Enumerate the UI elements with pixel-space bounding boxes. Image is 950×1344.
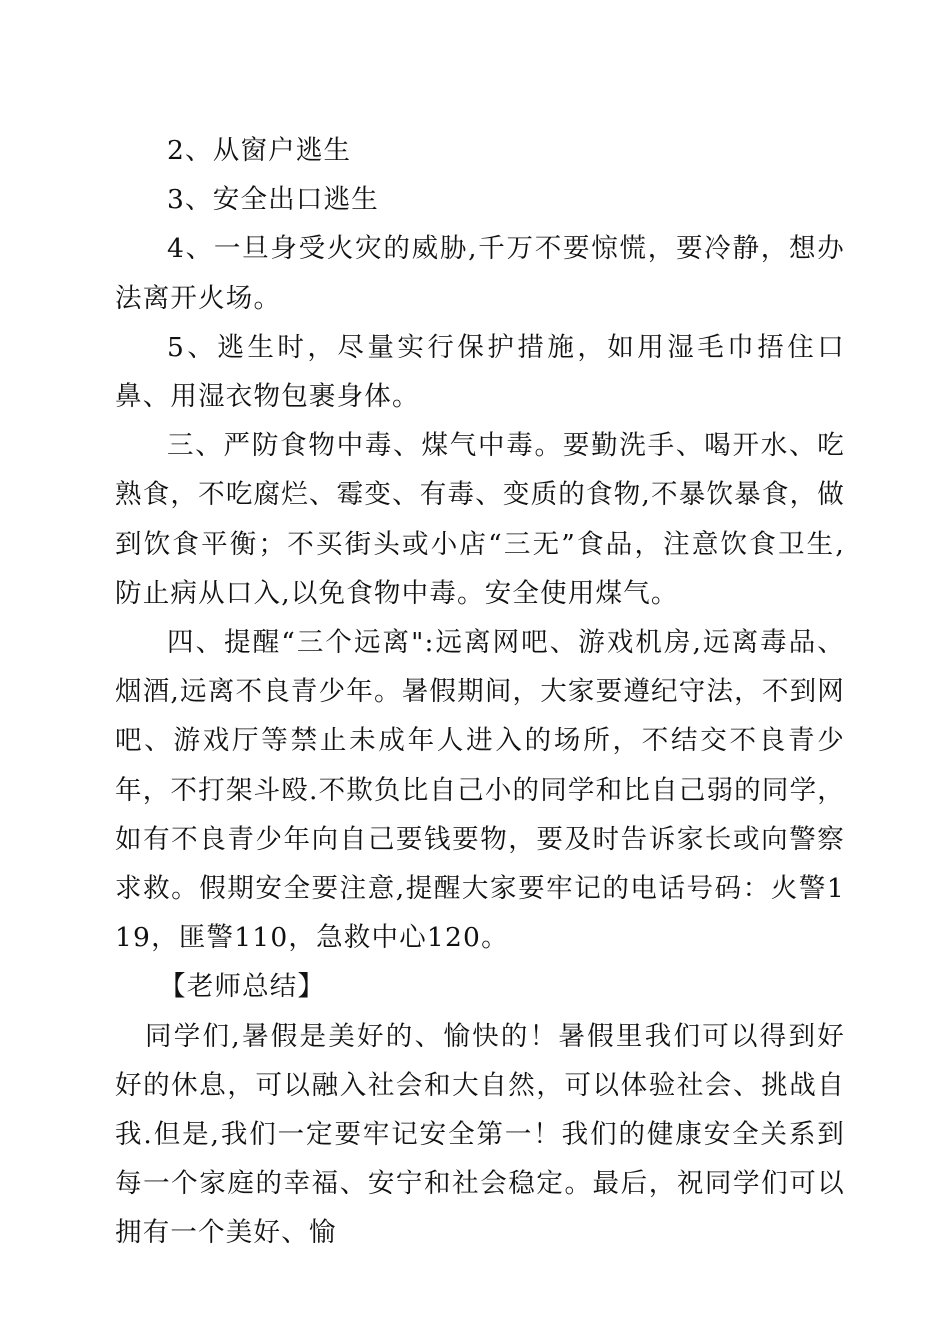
paragraph-escape-exit: 3、安全出口逃生 [167,184,379,216]
paragraph-three-avoidances: 四、提醒“三个远离":远离网吧、游戏机房,远离毒品、烟酒,远离不良青少年。暑假期间，大家要遵纪守法，不到网吧、游戏厅等禁止未成年人进入的场所，不结交不良青少年，不打架斗殴.不欺负比自己小的同学和比自己弱的同学，如有不良青少年向自己要钱要物，要及时告诉家长或向警察求救。假期安全要注意,提醒大家要牢记的电话号码：火警119，匪警110，急救中心120。 [115,627,845,954]
document-body [115,126,845,1258]
paragraph-escape-window: 2、从窗户逃生 [167,135,352,166]
paragraph-stay-calm: 4、一旦身受火灾的威胁,千万不要惊慌，要冷静，想办法离开火场。 [115,233,845,314]
paragraph-food-safety: 三、严防食物中毒、煤气中毒。要勤洗手、喝开水、吃熟食，不吃腐烂、霉变、有毒、变质的食物,不暴饮暴食，做到饮食平衡；不买街头或小店“三无”食品，注意饮食卫生,防止病从口入,以免食物中毒。安全使用煤气。 [115,430,845,609]
paragraph-summary: 同学们,暑假是美好的、愉快的！暑假里我们可以得到好好的休息，可以融入社会和大自然，可以体验社会、挑战自我.但是,我们一定要牢记安全第一！我们的健康安全关系到每一个家庭的幸福、安宁和社会稳定。最后，祝同学们可以拥有一个美好、愉 [115,1020,845,1249]
section-heading-teacher-summary: 【老师总结】 [159,971,326,1003]
paragraph-protection: 5、逃生时，尽量实行保护措施，如用湿毛巾捂住口鼻、用湿衣物包裹身体。 [115,331,845,413]
